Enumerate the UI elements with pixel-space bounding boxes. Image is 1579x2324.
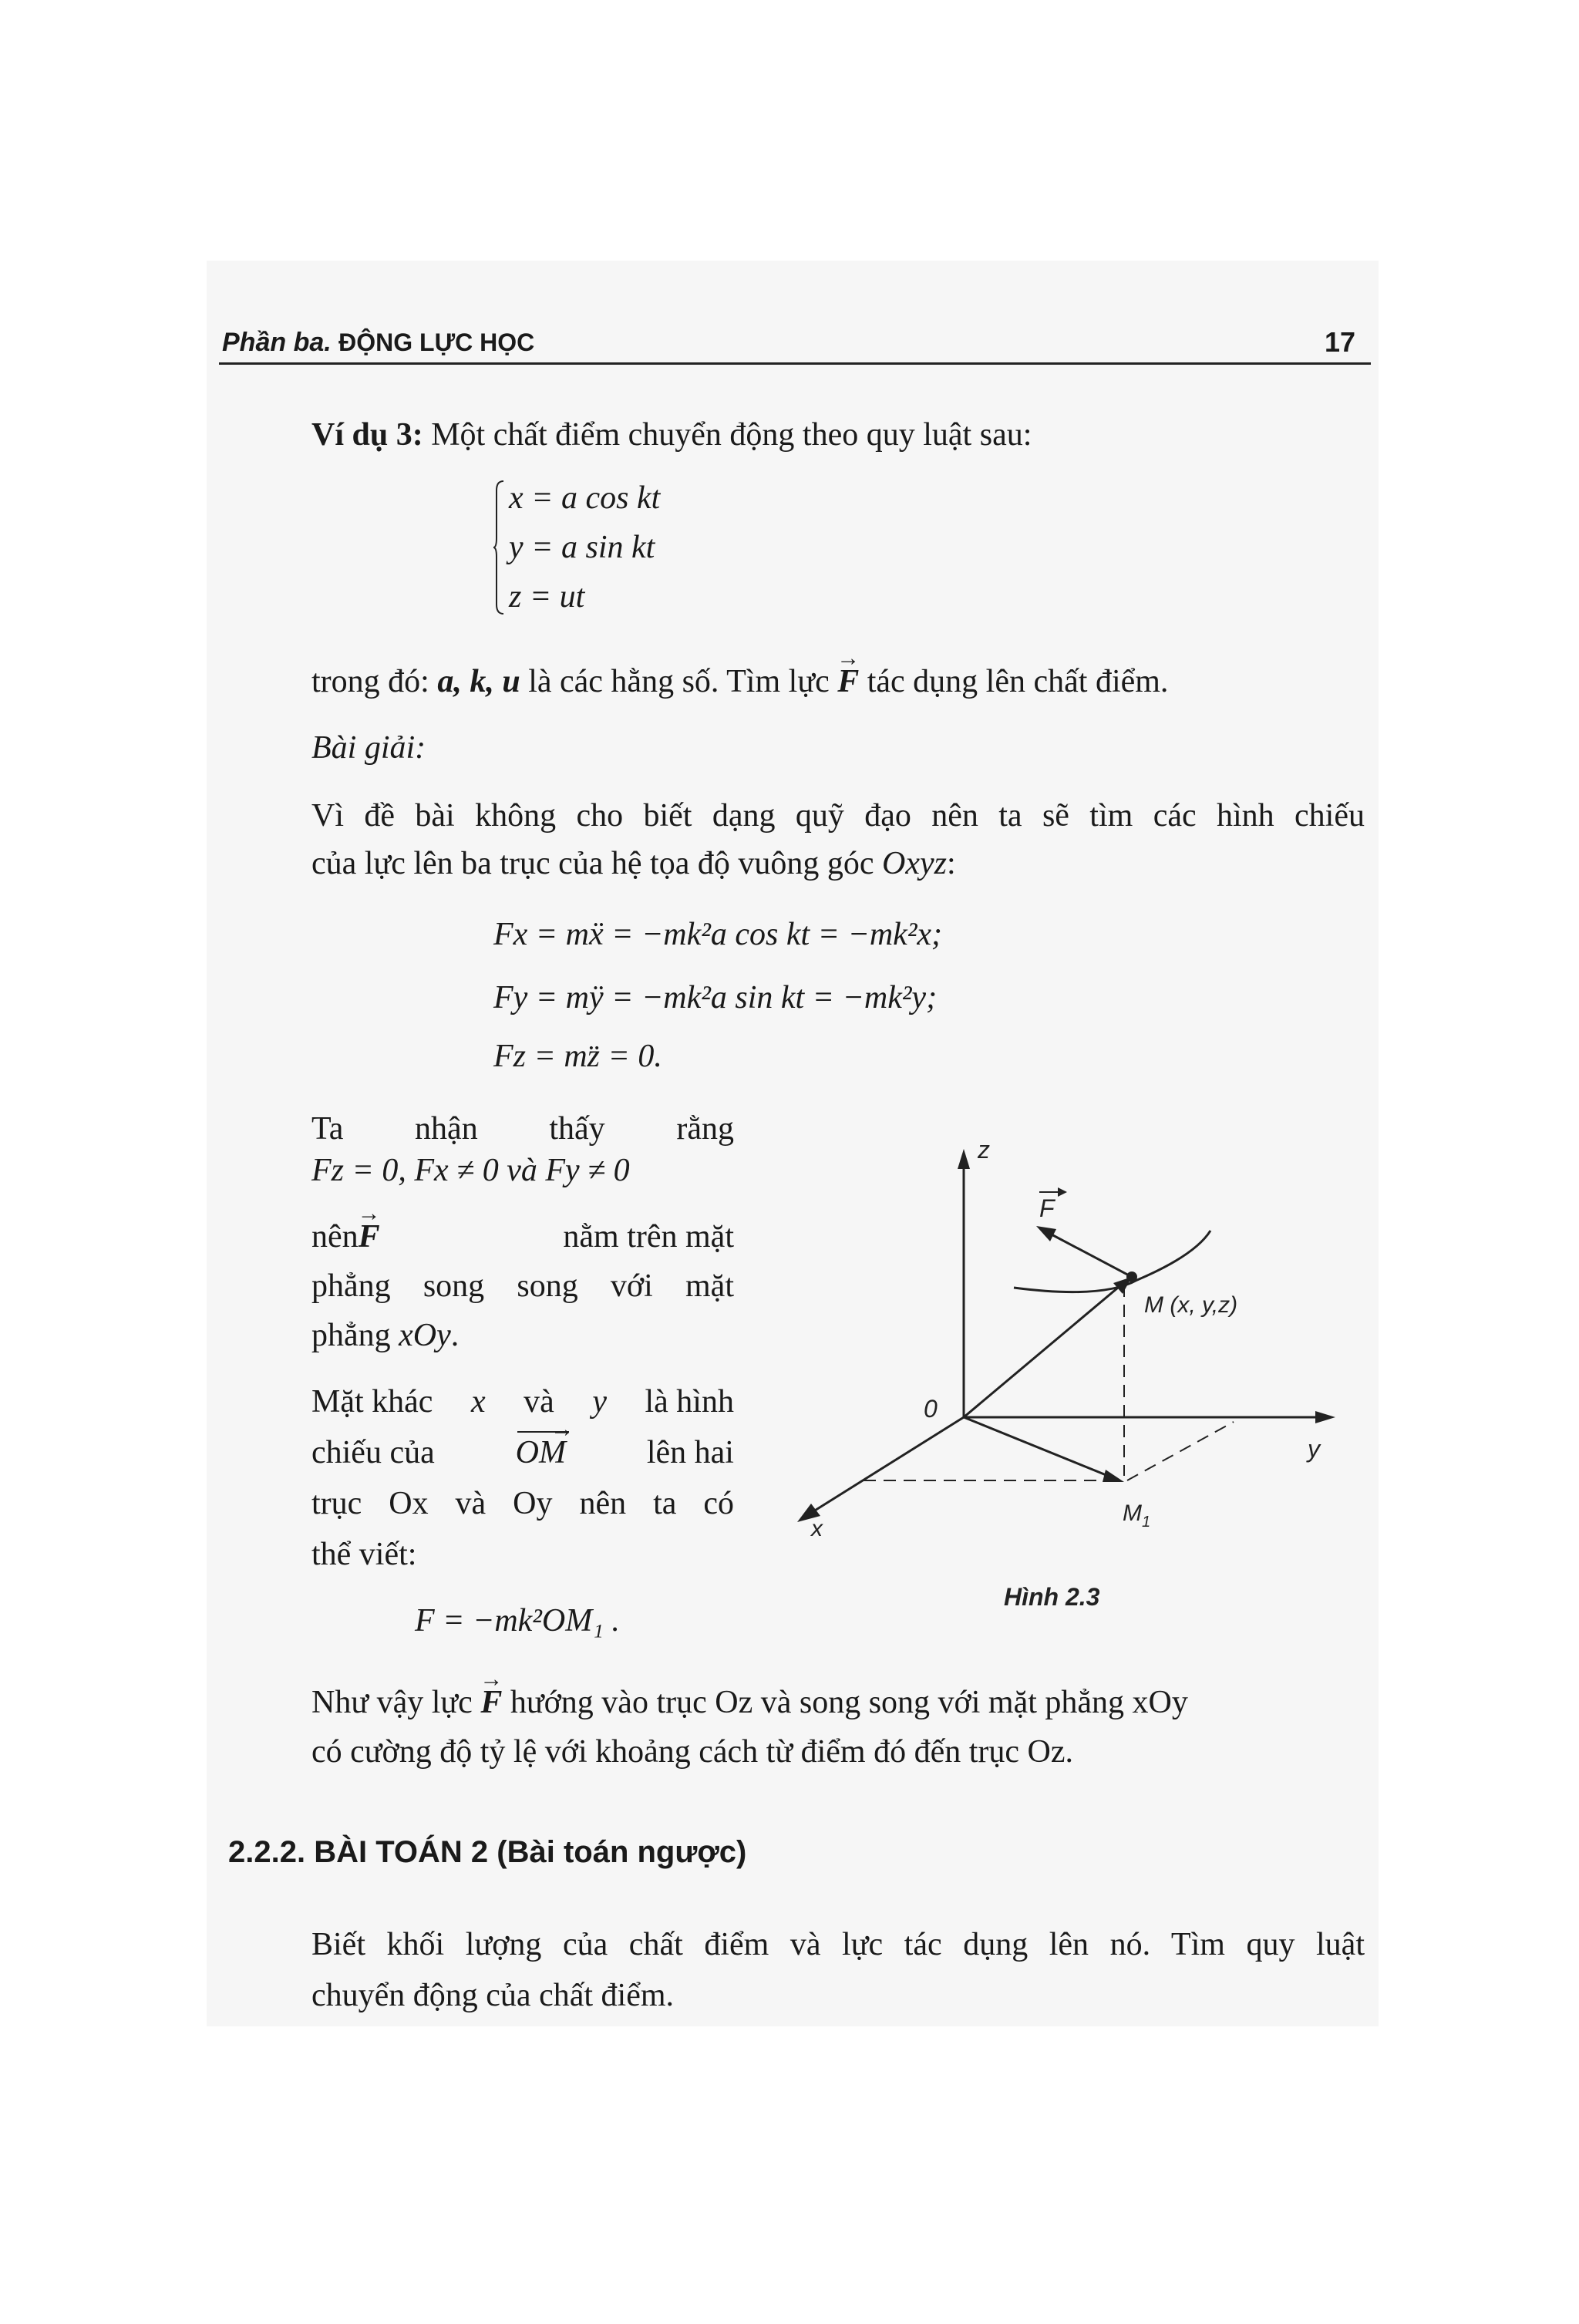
observation-line-4: phẳng song song với mặt <box>311 1268 734 1304</box>
point-m-label: M (x, y,z) <box>1144 1292 1238 1318</box>
f-vector-line <box>1050 1234 1132 1277</box>
point-m1-label: $M_1$ <box>1123 1500 1151 1531</box>
obs5-end: . <box>450 1318 460 1353</box>
obs5-plane: xOy <box>399 1318 451 1353</box>
para1-axes: Oxyz <box>881 846 947 881</box>
other2-post: lên hai <box>646 1435 734 1470</box>
header-rule <box>219 362 1371 365</box>
section-heading: 2.2.2. BÀI TOÁN 2 (Bài toán ngược) <box>228 1835 747 1869</box>
constants-suffix: là các hằng số. Tìm lực <box>520 664 838 699</box>
other1-post: là hình <box>645 1384 734 1420</box>
header-title: ĐỘNG LỰC HỌC <box>338 328 535 356</box>
origin-label: 0 <box>924 1395 938 1423</box>
para1-line2-end: : <box>946 846 956 881</box>
example-intro <box>311 410 1032 460</box>
om1-vector-line <box>964 1417 1112 1477</box>
solution-para1-line2 <box>311 839 956 888</box>
om-vector: OM → <box>516 1428 566 1477</box>
equation-fz: Fz = mz̈ = 0. <box>493 1039 662 1074</box>
system-brace <box>493 480 504 615</box>
other1-mid: và <box>524 1384 554 1420</box>
system-eq-3: z = ut <box>509 579 585 615</box>
obs3-force-vector: → F <box>359 1212 380 1261</box>
constants-line <box>311 657 1168 706</box>
f-label-arrowhead <box>1058 1187 1067 1197</box>
header-section: Phần ba. <box>222 328 332 357</box>
other1-x: x <box>470 1384 486 1420</box>
dash-m1-y <box>1127 1422 1234 1480</box>
z-axis-arrow <box>958 1149 970 1169</box>
other-line-4: thể viết: <box>311 1537 417 1572</box>
solution-label: Bài giải: <box>311 730 426 766</box>
f-vector-label: F <box>1039 1194 1055 1222</box>
constants-prefix: trong đó: <box>311 664 438 699</box>
conclusion-line-1 <box>311 1678 1188 1727</box>
concl1-pre: Như vậy lực <box>311 1685 481 1720</box>
constants-end: tác dụng lên chất điểm. <box>859 664 1169 699</box>
solution-para1-line1: Vì đề bài không cho biết dạng quỹ đạo nên ta sẽ tìm các hình chiếu <box>311 798 1365 834</box>
other2-pre: chiếu của <box>311 1435 435 1470</box>
page-number: 17 <box>1325 326 1356 358</box>
concl1-post: hướng vào trục Oz và song song với mặt phẳng xOy <box>502 1685 1188 1720</box>
equation-fy: Fy = mÿ = −mk²a sin kt = −mk²y; <box>493 980 938 1015</box>
conclusion-line-2: có cường độ tỷ lệ với khoảng cách từ điểm đó đến trục Oz. <box>311 1734 1074 1770</box>
obs5-pre: phẳng <box>311 1318 399 1353</box>
example-label: Ví dụ 3: <box>311 417 423 453</box>
constants-list: a, k, u <box>437 664 520 699</box>
section-text-line-1: Biết khối lượng của chất điểm và lực tác dụng lên nó. Tìm quy luật <box>311 1927 1365 1962</box>
other1-y: y <box>592 1384 607 1420</box>
x-axis-label: x <box>811 1516 823 1541</box>
figure-2-3 <box>779 1126 1365 1619</box>
system-eq-1: x = a cos kt <box>509 480 661 516</box>
x-axis <box>811 1417 964 1513</box>
f-vector-arrow <box>1036 1226 1056 1241</box>
section-text-line-2: chuyển động của chất điểm. <box>311 1978 674 2013</box>
concl1-force-vector: → F <box>480 1678 502 1727</box>
other1-pre: Mặt khác <box>311 1384 433 1420</box>
obs3-pre: nên <box>311 1219 359 1255</box>
om-vector-line <box>964 1288 1118 1417</box>
example-intro-text: Một chất điểm chuyển động theo quy luật sau: <box>431 417 1032 453</box>
other-line-3: trục Ox và Oy nên ta có <box>311 1486 734 1521</box>
equation-fx: Fx = mẍ = −mk²a cos kt = −mk²x; <box>493 917 943 952</box>
running-header <box>222 324 534 361</box>
z-axis-label: z <box>978 1136 990 1164</box>
observation-line-5 <box>311 1311 459 1360</box>
figure-caption: Hình 2.3 <box>1004 1583 1100 1611</box>
trajectory-curve <box>1014 1231 1210 1292</box>
system-eq-2: y = a sin kt <box>509 530 655 565</box>
other-line-2 <box>311 1428 734 1477</box>
observation-line-2: Fz = 0, Fx ≠ 0 và Fy ≠ 0 <box>311 1153 630 1188</box>
force-vector: → F <box>837 657 859 706</box>
obs3-post: nằm trên mặt <box>554 1219 734 1255</box>
observation-line-1: Ta nhận thấy rằng <box>311 1111 734 1147</box>
y-axis-arrow <box>1315 1411 1335 1423</box>
final-equation: F = −mk²OM₁ . <box>415 1603 620 1639</box>
para1-line2-text: của lực lên ba trục của hệ tọa độ vuông góc <box>311 846 882 881</box>
observation-line-3 <box>311 1212 734 1261</box>
y-axis-label: y <box>1308 1435 1320 1463</box>
other-line-1 <box>311 1377 734 1426</box>
